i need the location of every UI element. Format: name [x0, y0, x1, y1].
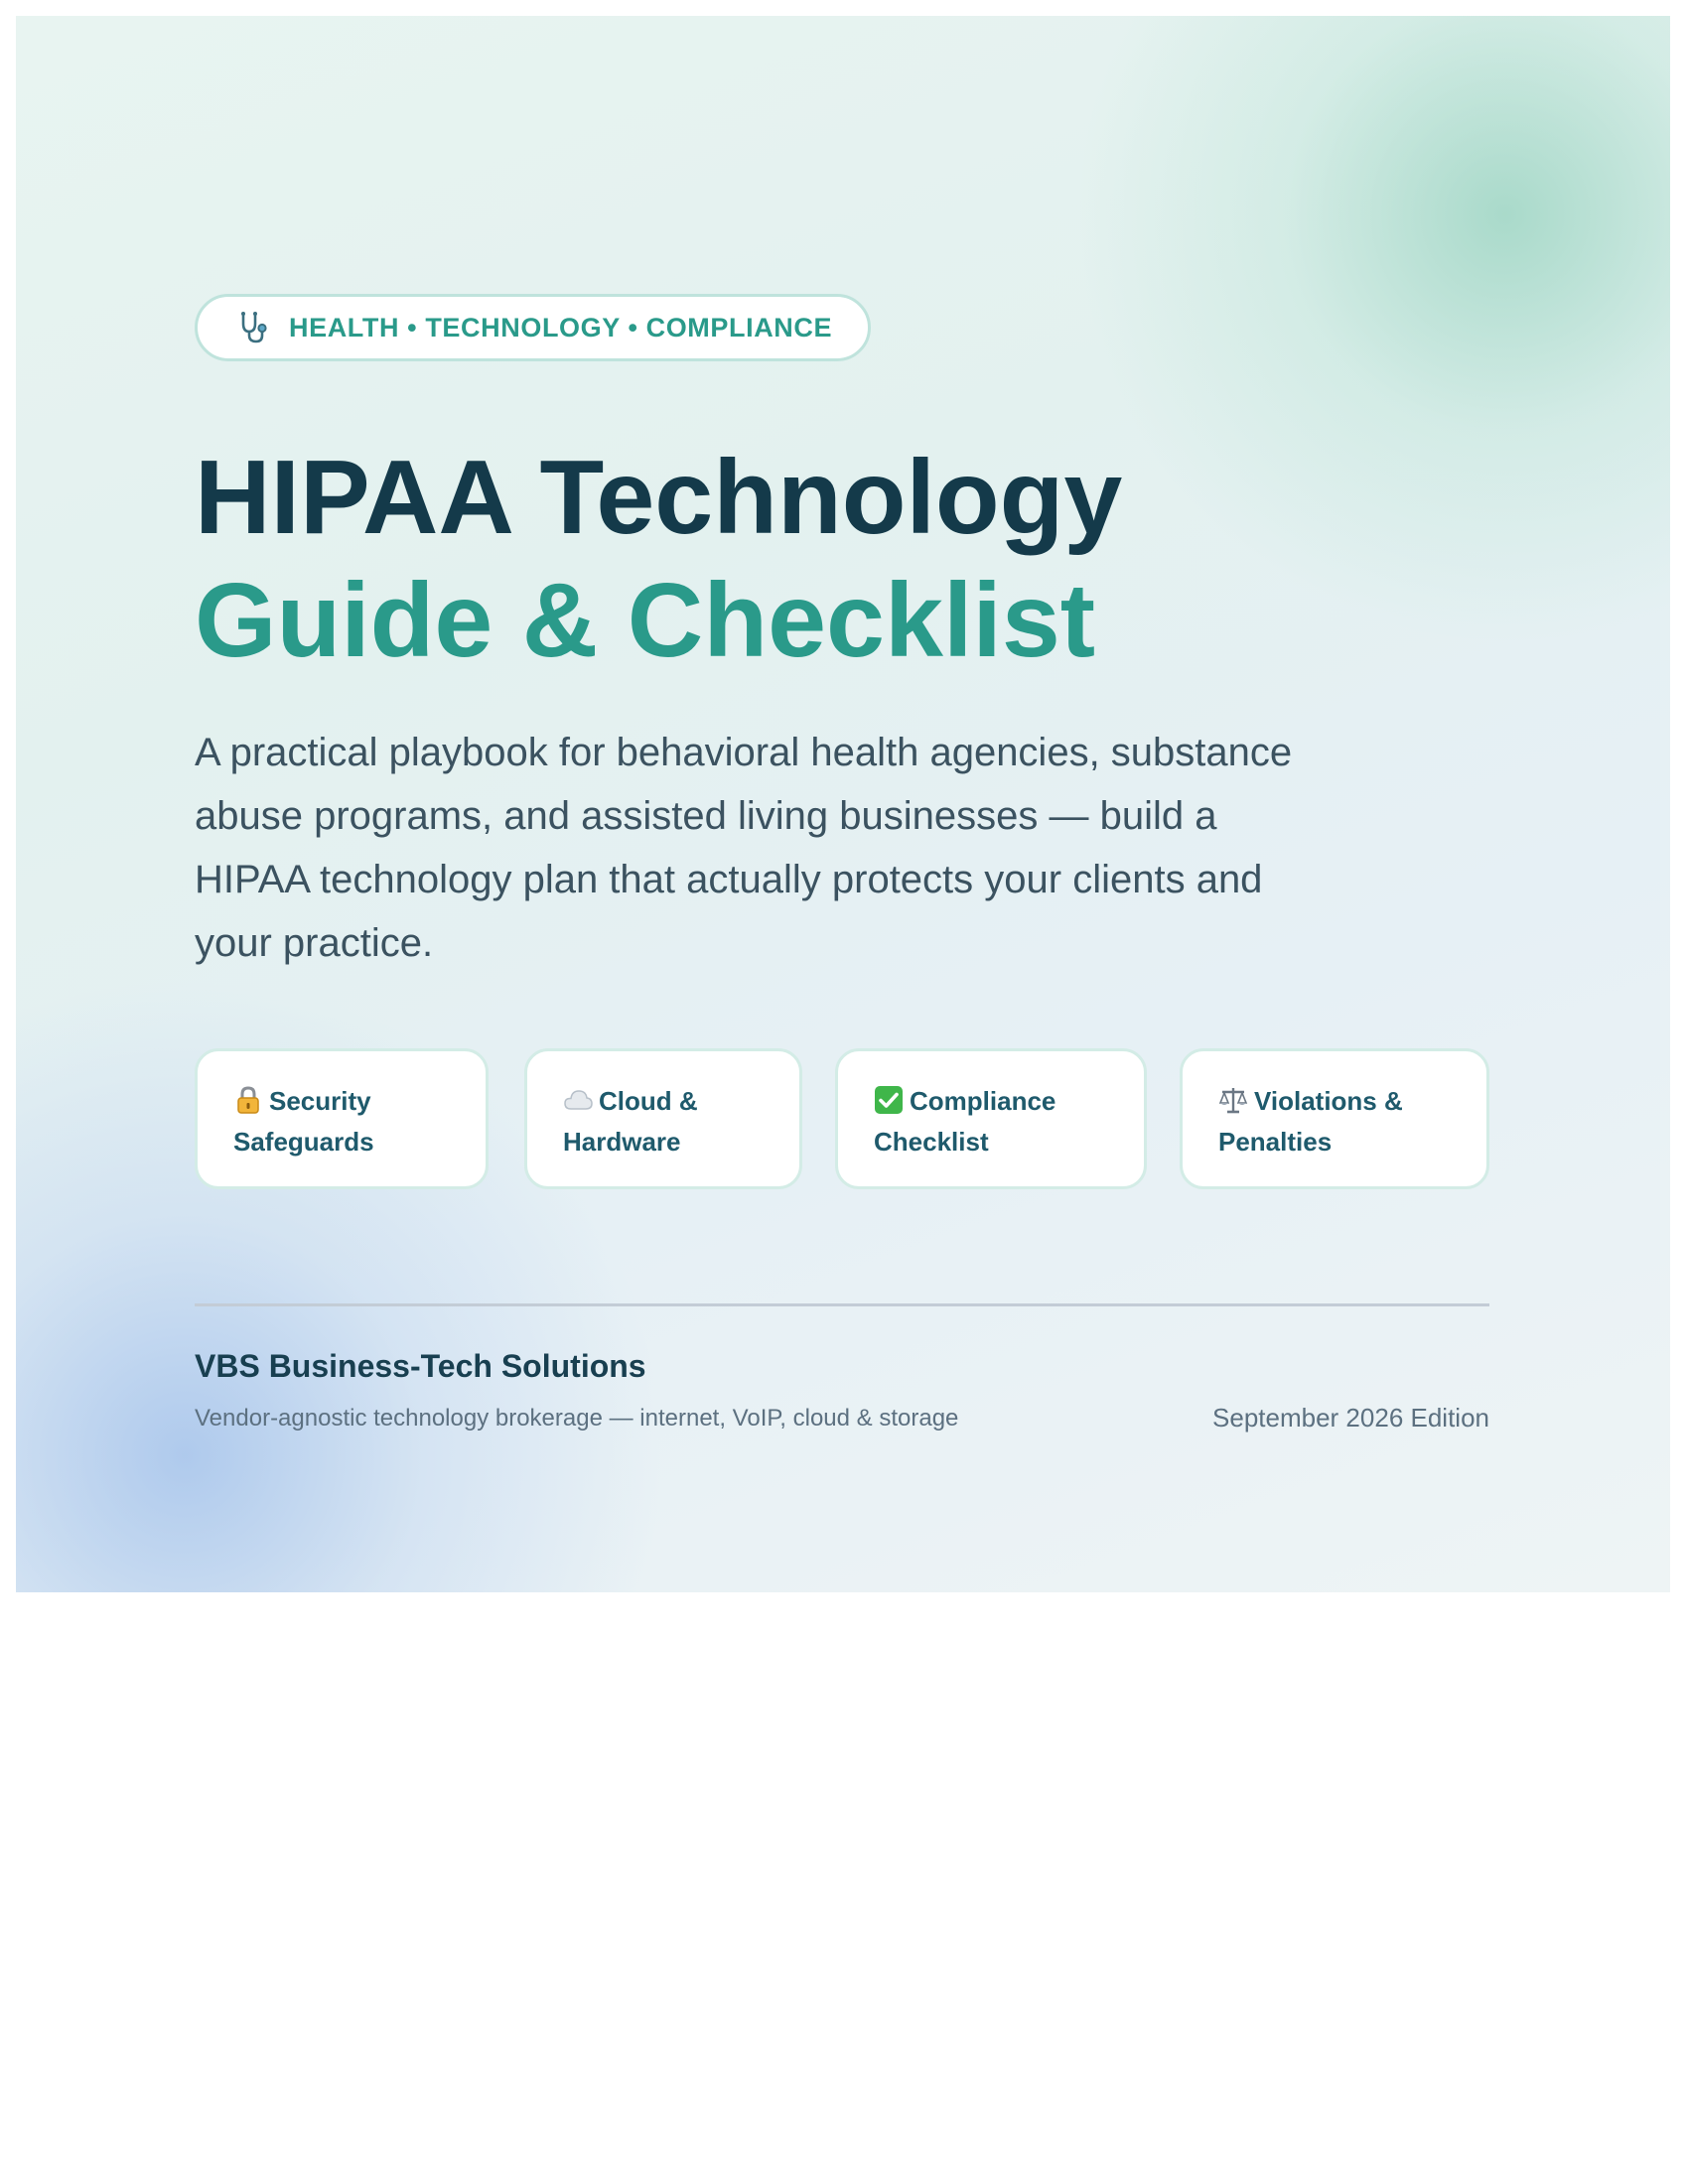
company-description: Vendor-agnostic technology brokerage — internet, VoIP, cloud & storage	[195, 1405, 959, 1432]
company-name: VBS Business-Tech Solutions	[195, 1348, 646, 1384]
tag-text: HEALTH • TECHNOLOGY • COMPLIANCE	[289, 312, 833, 342]
scales-icon	[1218, 1085, 1248, 1115]
cloud-icon	[563, 1085, 593, 1115]
subtitle: A practical playbook for behavioral health agencies, substance abuse programs, and assisted living businesses — build a HIPAA technology plan that actually protects your clients and your practice.	[195, 731, 1293, 965]
feature-card-security	[195, 1048, 489, 1189]
feature-card-violations	[1180, 1048, 1489, 1189]
category-tag	[195, 294, 871, 361]
title-line-2: Guide & Checklist	[195, 562, 1096, 679]
feature-label: Violations & Penalties	[1218, 1086, 1403, 1157]
feature-label: Compliance Checklist	[874, 1086, 1056, 1157]
check-mark-icon	[874, 1085, 904, 1115]
lock-icon	[233, 1085, 263, 1115]
divider	[195, 1303, 1489, 1306]
feature-label: Security Safeguards	[233, 1086, 374, 1157]
feature-card-cloud	[524, 1048, 802, 1189]
title-line-1: HIPAA Technology	[195, 439, 1123, 556]
feature-card-compliance	[835, 1048, 1147, 1189]
feature-label: Cloud & Hardware	[563, 1086, 698, 1157]
cover-panel	[16, 16, 1670, 1592]
stethoscope-icon	[235, 310, 271, 345]
edition-label: September 2026 Edition	[1212, 1403, 1489, 1433]
